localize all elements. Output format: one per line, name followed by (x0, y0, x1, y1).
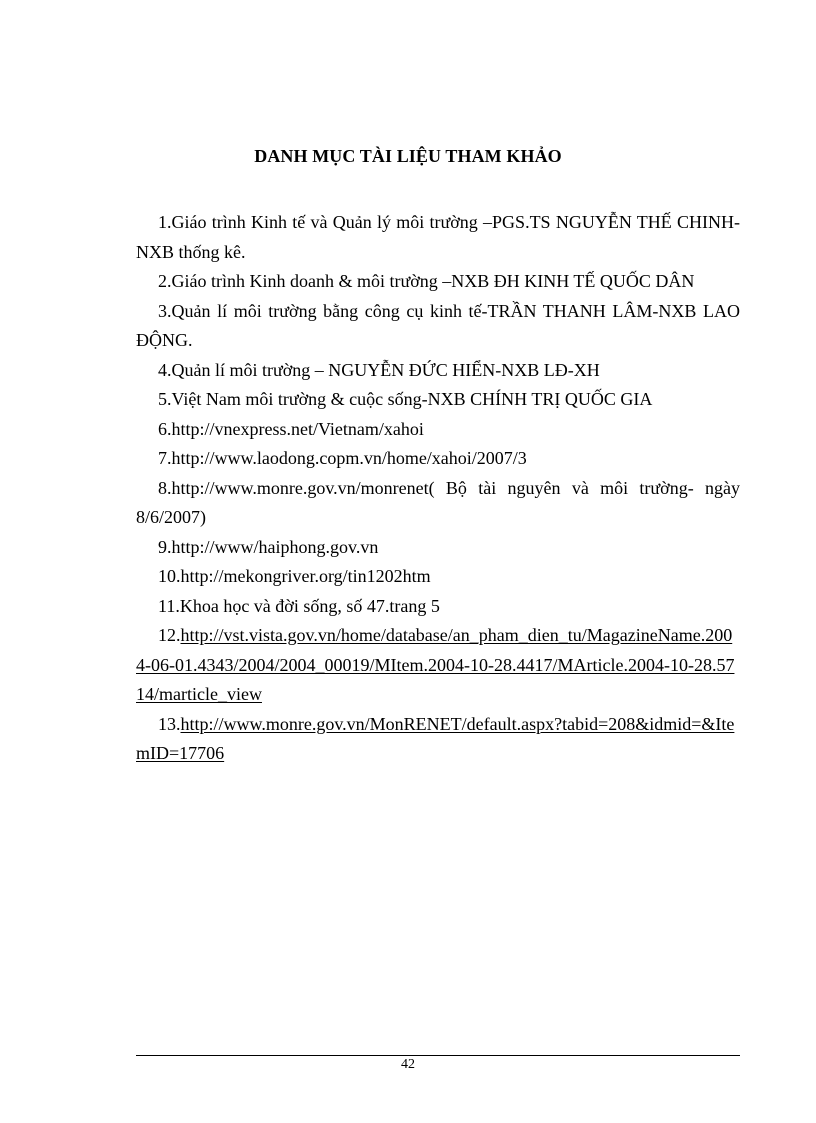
reference-item-3: 3.Quản lí môi trường bằng công cụ kinh tế-TRẦN THANH LÂM-NXB LAO ĐỘNG. (136, 300, 740, 350)
page-title: DANH MỤC TÀI LIỆU THAM KHẢO (254, 146, 562, 166)
reference-item-5: 5.Việt Nam môi trường & cuộc sống-NXB CHÍNH TRỊ QUỐC GIA (158, 389, 653, 409)
footer-divider (136, 1055, 740, 1056)
reference-item-11: 11.Khoa học và đời sống, số 47.trang 5 (158, 595, 440, 616)
reference-link[interactable]: http://www.monre.gov.vn/MonRENET/default.aspx?tabid=208&idmid=&ItemID=17706 (136, 713, 735, 763)
reference-number: 12. (158, 625, 181, 645)
reference-item-6: 6.http://vnexpress.net/Vietnam/xahoi (158, 418, 424, 439)
reference-number: 13. (158, 713, 181, 734)
reference-item-13 (136, 710, 740, 769)
page-number: 42 (401, 1057, 415, 1072)
reference-item-1: 1.Giáo trình Kinh tế và Quản lý môi trường –PGS.TS NGUYỄN THẾ CHINH-NXB thống kê. (136, 212, 740, 262)
reference-item-8: 8.http://www.monre.gov.vn/monrenet( Bộ tài nguyên và môi trường- ngày 8/6/2007) (136, 477, 740, 527)
reference-item-2: 2.Giáo trình Kinh doanh & môi trường –NXB ĐH KINH TẾ QUỐC DÂN (158, 271, 695, 291)
reference-item-9: 9.http://www/haiphong.gov.vn (158, 536, 379, 557)
reference-item-10: 10.http://mekongriver.org/tin1202htm (158, 566, 431, 586)
reference-item-7: 7.http://www.laodong.copm.vn/home/xahoi/2007/3 (158, 448, 527, 468)
reference-item-12 (136, 621, 740, 710)
reference-item-4: 4.Quản lí môi trường – NGUYỄN ĐỨC HIỂN-NXB LĐ-XH (158, 359, 600, 380)
reference-list (136, 208, 740, 769)
reference-link[interactable]: http://vst.vista.gov.vn/home/database/an_pham_dien_tu/MagazineName.2004-06-01.4343/2004/2004_00019/MItem.2004-10-28.4417/MArticle.2004-10-28.5714/marticle_view (136, 625, 735, 704)
